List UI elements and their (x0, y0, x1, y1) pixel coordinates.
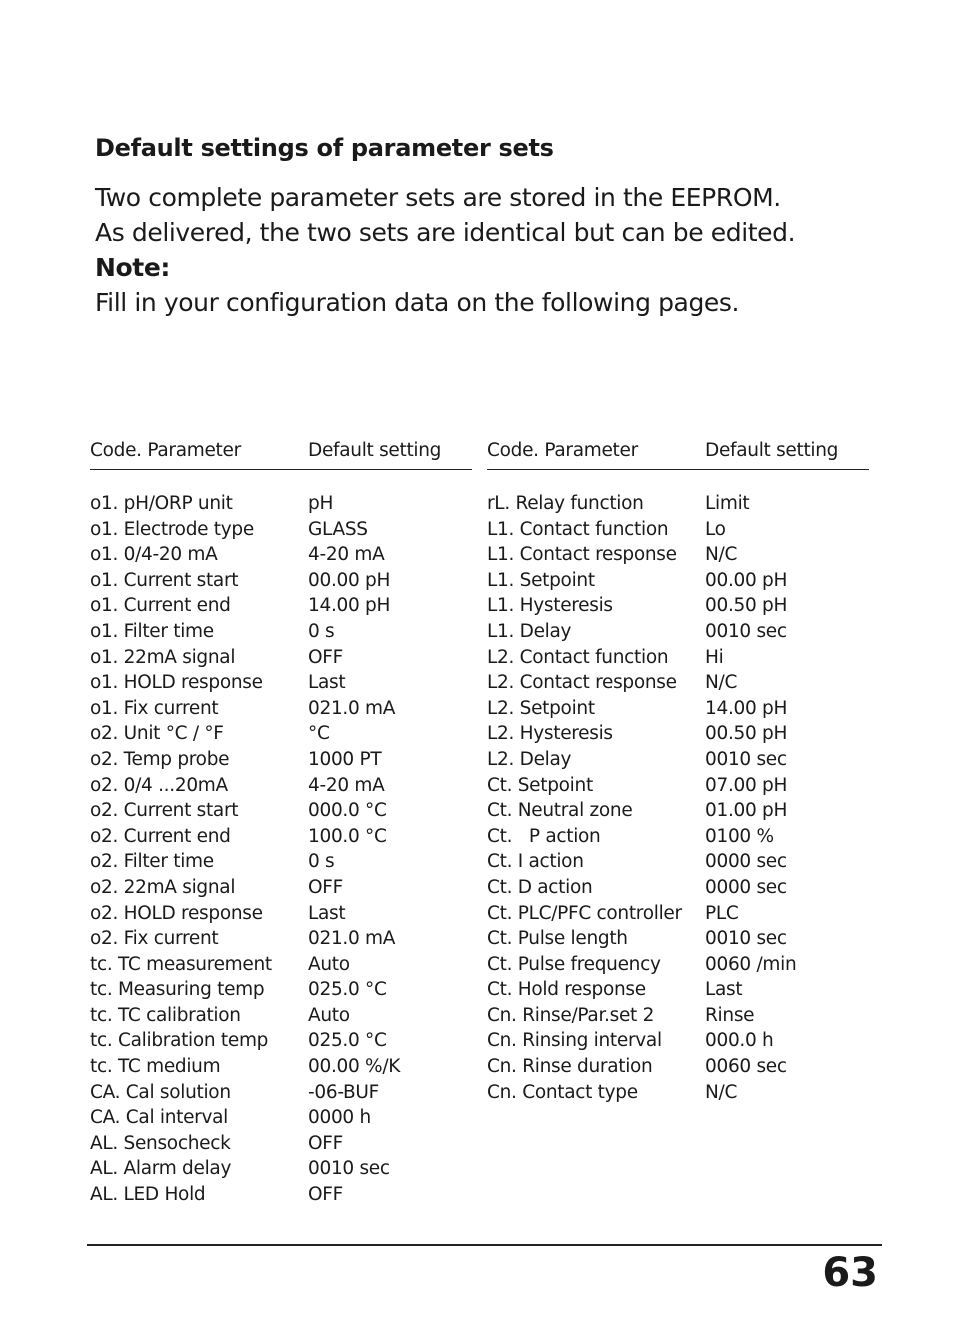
parameter-name: o2. 22mA signal (90, 876, 236, 898)
table-row (487, 517, 869, 543)
parameter-name: AL. LED Hold (90, 1184, 206, 1206)
table-row (90, 798, 472, 824)
default-value: 0100 % (705, 825, 774, 847)
table-row (90, 1003, 472, 1029)
default-value: 0010 sec (705, 620, 787, 642)
table-row (90, 1028, 472, 1054)
table-row (90, 901, 472, 927)
parameter-name: L2. Delay (487, 748, 572, 770)
default-value: 0000 sec (705, 876, 787, 898)
table-row (90, 1080, 472, 1106)
parameter-name: AL. Sensocheck (90, 1132, 231, 1154)
table-row (90, 952, 472, 978)
parameter-name: Cn. Rinsing interval (487, 1030, 662, 1052)
table-row (487, 747, 869, 773)
parameter-name: o1. Fix current (90, 697, 219, 719)
table-row (487, 773, 869, 799)
table-row (487, 1003, 869, 1029)
parameter-name: o2. Unit °C / °F (90, 723, 224, 745)
table-row (487, 849, 869, 875)
left-settings-table (90, 436, 472, 1208)
default-value: 00.50 pH (705, 723, 788, 745)
left-header-default: Default setting (308, 440, 442, 461)
parameter-name: CA. Cal solution (90, 1081, 231, 1103)
parameter-name: L2. Contact response (487, 672, 677, 694)
parameter-name: L1. Delay (487, 620, 572, 642)
default-value: 0010 sec (308, 1158, 390, 1180)
default-value: 0010 sec (705, 748, 787, 770)
parameter-name: Ct. I action (487, 851, 584, 873)
parameter-name: o1. Electrode type (90, 518, 254, 540)
default-value: Auto (308, 1004, 350, 1026)
default-value: 025.0 °C (308, 979, 387, 1001)
table-row (90, 824, 472, 850)
parameter-name: L1. Hysteresis (487, 595, 613, 617)
parameter-name: o1. HOLD response (90, 672, 263, 694)
parameter-name: L2. Hysteresis (487, 723, 613, 745)
table-row (90, 491, 472, 517)
table-row (90, 849, 472, 875)
parameter-name: o2. Current start (90, 800, 239, 822)
table-row (90, 645, 472, 671)
default-value: OFF (308, 1184, 343, 1206)
default-value: 00.00 %/K (308, 1056, 401, 1078)
default-value: 100.0 °C (308, 825, 387, 847)
intro-line-1: Two complete parameter sets are stored in the EEPROM. (95, 183, 781, 212)
default-value: 000.0 h (705, 1030, 774, 1052)
table-row (487, 491, 869, 517)
table-row (487, 542, 869, 568)
table-row (90, 593, 472, 619)
parameter-name: tc. TC measurement (90, 953, 272, 975)
default-value: 4-20 mA (308, 774, 385, 796)
parameter-name: Ct. Neutral zone (487, 800, 633, 822)
table-row (90, 747, 472, 773)
table-row (90, 568, 472, 594)
parameter-name: L2. Setpoint (487, 697, 595, 719)
intro-line-2: As delivered, the two sets are identical but can be edited. (95, 218, 796, 247)
intro-line-3: Fill in your configuration data on the following pages. (95, 288, 740, 317)
default-value: 021.0 mA (308, 928, 396, 950)
table-row (487, 1080, 869, 1106)
table-row (90, 977, 472, 1003)
parameter-name: o1. Filter time (90, 620, 214, 642)
table-row (487, 619, 869, 645)
parameter-name: rL. Relay function (487, 493, 644, 514)
parameter-name: AL. Alarm delay (90, 1158, 232, 1180)
default-value: 00.50 pH (705, 595, 788, 617)
right-header-default: Default setting (705, 440, 839, 461)
parameter-name: L1. Setpoint (487, 569, 595, 591)
table-row (487, 568, 869, 594)
table-row (487, 696, 869, 722)
default-value: N/C (705, 544, 738, 566)
table-row (90, 721, 472, 747)
default-value: GLASS (308, 518, 368, 540)
table-row (487, 977, 869, 1003)
right-settings-table (487, 436, 869, 1105)
parameter-name: L1. Contact function (487, 518, 669, 540)
default-value: Last (705, 979, 743, 1001)
table-row (90, 875, 472, 901)
table-row (487, 1028, 869, 1054)
table-row (487, 721, 869, 747)
default-value: OFF (308, 876, 343, 898)
parameter-name: o1. 0/4-20 mA (90, 544, 218, 566)
table-row (487, 824, 869, 850)
parameter-name: tc. Calibration temp (90, 1030, 269, 1052)
parameter-name: Ct. P action (487, 825, 601, 847)
default-value: 0060 /min (705, 953, 797, 975)
default-value: 01.00 pH (705, 800, 788, 822)
parameter-name: o2. Filter time (90, 851, 214, 873)
parameter-name: o1. pH/ORP unit (90, 493, 233, 514)
table-row (90, 670, 472, 696)
table-row (90, 696, 472, 722)
default-value: 021.0 mA (308, 697, 396, 719)
footer-divider (87, 1244, 882, 1246)
parameter-name: Ct. Pulse length (487, 928, 628, 950)
left-table-header (90, 436, 472, 470)
default-value: Lo (705, 518, 726, 540)
table-row (90, 1131, 472, 1157)
parameter-name: Ct. D action (487, 876, 593, 898)
parameter-name: o1. 22mA signal (90, 646, 236, 668)
table-row (90, 1156, 472, 1182)
default-value: -06-BUF (308, 1081, 380, 1103)
default-value: 0000 h (308, 1107, 371, 1129)
table-row (90, 542, 472, 568)
default-value: OFF (308, 1132, 343, 1154)
intro-text (95, 180, 895, 320)
table-row (487, 670, 869, 696)
default-value: 1000 PT (308, 748, 382, 770)
table-row (487, 645, 869, 671)
parameter-name: Cn. Rinse duration (487, 1056, 653, 1078)
parameter-name: L2. Contact function (487, 646, 669, 668)
default-value: 4-20 mA (308, 544, 385, 566)
table-row (487, 593, 869, 619)
parameter-name: o1. Current end (90, 595, 231, 617)
left-header-param: Code. Parameter (90, 440, 241, 461)
default-value: 14.00 pH (308, 595, 391, 617)
table-row (487, 875, 869, 901)
parameter-name: CA. Cal interval (90, 1107, 229, 1129)
right-table-header (487, 436, 869, 470)
parameter-name: Ct. PLC/PFC controller (487, 902, 682, 924)
default-value: °C (308, 723, 330, 745)
left-table-rows (90, 470, 472, 1208)
parameter-name: Cn. Contact type (487, 1081, 638, 1103)
table-row (90, 1054, 472, 1080)
default-value: 0010 sec (705, 928, 787, 950)
parameter-name: L1. Contact response (487, 544, 677, 566)
default-value: OFF (308, 646, 343, 668)
default-value: 0 s (308, 620, 335, 642)
page-number: 63 (822, 1250, 878, 1296)
table-row (487, 798, 869, 824)
table-row (487, 901, 869, 927)
parameter-name: Cn. Rinse/Par.set 2 (487, 1004, 655, 1026)
parameter-name: o2. Fix current (90, 928, 219, 950)
parameter-name: tc. Measuring temp (90, 979, 265, 1001)
table-row (90, 619, 472, 645)
parameter-name: Ct. Hold response (487, 979, 646, 1001)
default-value: 0060 sec (705, 1056, 787, 1078)
page-heading: Default settings of parameter sets (95, 134, 554, 162)
default-value: 0 s (308, 851, 335, 873)
default-value: 0000 sec (705, 851, 787, 873)
parameter-name: o2. Temp probe (90, 748, 230, 770)
default-value: Last (308, 902, 346, 924)
default-value: 07.00 pH (705, 774, 788, 796)
default-value: 000.0 °C (308, 800, 387, 822)
default-value: pH (308, 493, 334, 514)
table-row (487, 1054, 869, 1080)
parameter-name: tc. TC medium (90, 1056, 221, 1078)
default-value: 00.00 pH (705, 569, 788, 591)
default-value: Rinse (705, 1004, 755, 1026)
parameter-name: o2. Current end (90, 825, 231, 847)
default-value: Limit (705, 493, 750, 514)
default-value: 025.0 °C (308, 1030, 387, 1052)
parameter-name: o2. 0/4 ...20mA (90, 774, 228, 796)
default-value: Auto (308, 953, 350, 975)
table-row (90, 926, 472, 952)
note-label: Note: (95, 253, 171, 282)
parameter-name: o2. HOLD response (90, 902, 263, 924)
parameter-name: Ct. Setpoint (487, 774, 593, 796)
parameter-name: o1. Current start (90, 569, 239, 591)
default-value: N/C (705, 672, 738, 694)
table-row (487, 926, 869, 952)
right-table-rows (487, 470, 869, 1105)
parameter-name: Ct. Pulse frequency (487, 953, 661, 975)
default-value: N/C (705, 1081, 738, 1103)
default-value: Last (308, 672, 346, 694)
default-value: 00.00 pH (308, 569, 391, 591)
table-row (90, 1105, 472, 1131)
default-value: 14.00 pH (705, 697, 788, 719)
table-row (90, 773, 472, 799)
default-value: PLC (705, 902, 739, 924)
table-row (90, 517, 472, 543)
parameter-name: tc. TC calibration (90, 1004, 241, 1026)
table-row (90, 1182, 472, 1208)
table-row (487, 952, 869, 978)
right-header-param: Code. Parameter (487, 440, 638, 461)
default-value: Hi (705, 646, 724, 668)
